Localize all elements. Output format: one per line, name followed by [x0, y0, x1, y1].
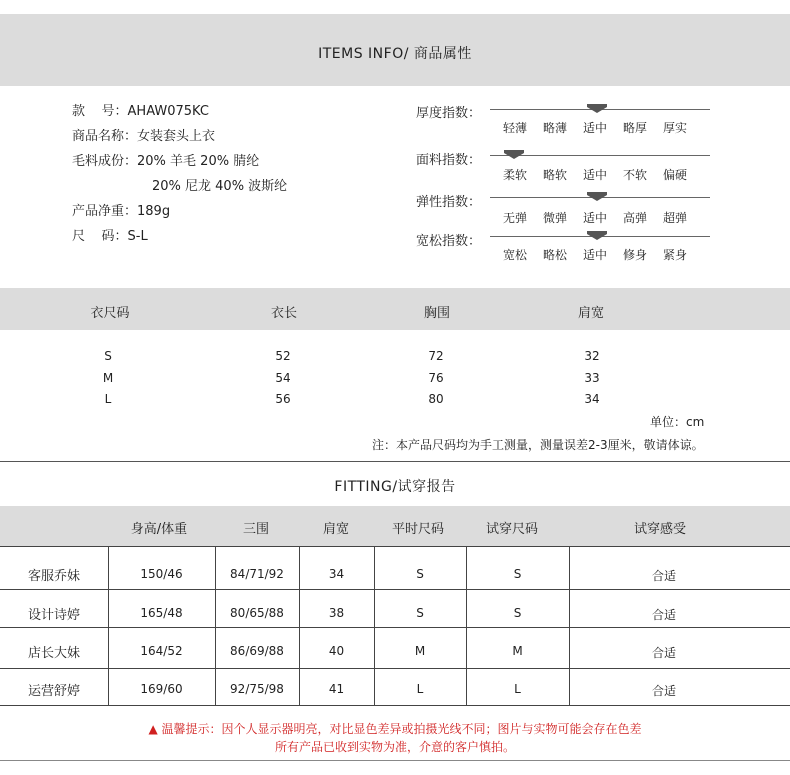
index-option: 宽松: [502, 248, 527, 262]
index-fabric-label: 面料指数：: [416, 153, 482, 168]
index-option: 微弹: [542, 211, 567, 225]
index-option: 略厚: [622, 121, 647, 135]
size-header-size: 衣尺码: [90, 306, 130, 321]
info-material-cont: 20% 尼龙 40% 波斯纶: [152, 179, 288, 194]
fitting-person: 设计诗婷: [27, 608, 80, 623]
fitting-header-usual-size: 平时尺码: [391, 522, 444, 537]
size-cell: 54: [275, 371, 291, 385]
index-looseness-marker: [587, 234, 607, 240]
fitting-cell: 150/46: [140, 567, 183, 581]
page-bottom-rule: [0, 760, 790, 761]
fitting-header-tried-size: 试穿尺码: [485, 522, 538, 537]
index-option: 厚实: [662, 121, 687, 135]
fitting-cell: 41: [328, 682, 345, 696]
warning-line-1: ▲ 温馨提示：因个人显示器明亮，对比显色差异或拍摄光线不同；图片与实物可能会存在色差: [148, 722, 642, 736]
index-option: 高弹: [622, 211, 647, 225]
grid-row-line: [0, 668, 790, 669]
info-style-number: 款 号：AHAW075KC: [72, 104, 209, 119]
fitting-top-rule: [0, 461, 790, 462]
fitting-cell: 84/71/92: [230, 567, 284, 581]
fitting-title: FITTING/试穿报告: [334, 479, 456, 495]
size-cell: 72: [428, 349, 444, 363]
info-size: 尺 码：S-L: [72, 229, 148, 244]
grid-row-line: [0, 627, 790, 628]
size-unit: 单位：cm: [650, 415, 705, 429]
index-option: 适中: [582, 211, 607, 225]
fitting-cell: 38: [328, 606, 345, 620]
index-option: 轻薄: [502, 121, 527, 135]
index-option: 适中: [582, 248, 607, 262]
fitting-cell: 合适: [651, 608, 676, 622]
info-material: 毛料成份：20% 羊毛 20% 腈纶: [72, 154, 260, 169]
fitting-cell: 80/65/88: [230, 606, 284, 620]
fitting-cell: S: [513, 606, 522, 620]
fitting-cell: S: [513, 567, 522, 581]
size-note: 注：本产品尺码均为手工测量，测量误差2-3厘米，敬请体谅。: [372, 438, 704, 452]
index-elasticity-marker: [587, 195, 607, 201]
info-net-weight: 产品净重：189g: [72, 204, 171, 219]
fitting-cell: 86/69/88: [230, 644, 284, 658]
size-header-length: 衣长: [270, 306, 297, 321]
fitting-person: 店长大妹: [27, 646, 80, 661]
fitting-cell: 169/60: [140, 682, 183, 696]
size-cell: S: [104, 349, 112, 363]
index-option: 修身: [622, 248, 647, 262]
index-option: 不软: [622, 168, 647, 182]
index-fabric-marker: [504, 153, 524, 159]
fitting-cell: 164/52: [140, 644, 183, 658]
fitting-cell: S: [416, 606, 424, 620]
index-looseness-label: 宽松指数：: [416, 234, 482, 249]
size-cell: 80: [428, 392, 444, 406]
fitting-cell: 40: [328, 644, 345, 658]
fitting-cell: 合适: [651, 684, 676, 698]
fitting-header-feeling: 试穿感受: [633, 522, 686, 537]
size-cell: 52: [275, 349, 291, 363]
size-header-shoulder: 肩宽: [577, 306, 604, 321]
size-cell: M: [102, 371, 114, 385]
index-option: 适中: [582, 121, 607, 135]
size-cell: 76: [428, 371, 444, 385]
index-thickness-marker: [587, 107, 607, 113]
size-cell: 33: [584, 371, 600, 385]
fitting-cell: 合适: [651, 646, 676, 660]
size-cell: 34: [584, 392, 600, 406]
size-header-bust: 胸围: [423, 306, 450, 321]
index-option: 略软: [542, 168, 567, 182]
size-cell: L: [104, 392, 112, 406]
index-option: 略薄: [542, 121, 567, 135]
index-thickness-label: 厚度指数：: [416, 106, 482, 121]
fitting-header-shoulder: 肩宽: [322, 522, 349, 537]
fitting-cell: 合适: [651, 569, 676, 583]
fitting-cell: 34: [328, 567, 345, 581]
index-option: 偏硬: [662, 168, 687, 182]
fitting-header-measurements: 三围: [242, 522, 269, 537]
fitting-cell: M: [512, 644, 523, 658]
index-option: 紧身: [662, 248, 687, 262]
fitting-cell: 165/48: [140, 606, 183, 620]
fitting-person: 客服乔妹: [27, 569, 80, 584]
fitting-cell: L: [416, 682, 424, 696]
fitting-header-height-weight: 身高/体重: [130, 522, 188, 537]
fitting-cell: S: [416, 567, 424, 581]
items-info-title: ITEMS INFO/ 商品属性: [318, 46, 472, 62]
info-product-name: 商品名称：女装套头上衣: [72, 129, 216, 144]
index-option: 柔软: [502, 168, 527, 182]
grid-row-line: [0, 589, 790, 590]
index-option: 适中: [582, 168, 607, 182]
fitting-cell: M: [414, 644, 426, 658]
fitting-cell: 92/75/98: [230, 682, 284, 696]
size-cell: 56: [275, 392, 291, 406]
index-elasticity-label: 弹性指数：: [416, 195, 482, 210]
size-cell: 32: [584, 349, 600, 363]
fitting-cell: L: [514, 682, 521, 696]
index-option: 无弹: [502, 211, 527, 225]
fitting-person: 运营舒婷: [27, 684, 80, 699]
index-option: 略松: [542, 248, 567, 262]
index-option: 超弹: [662, 211, 687, 225]
warning-line-2: 所有产品已收到实物为准，介意的客户慎拍。: [274, 740, 515, 754]
